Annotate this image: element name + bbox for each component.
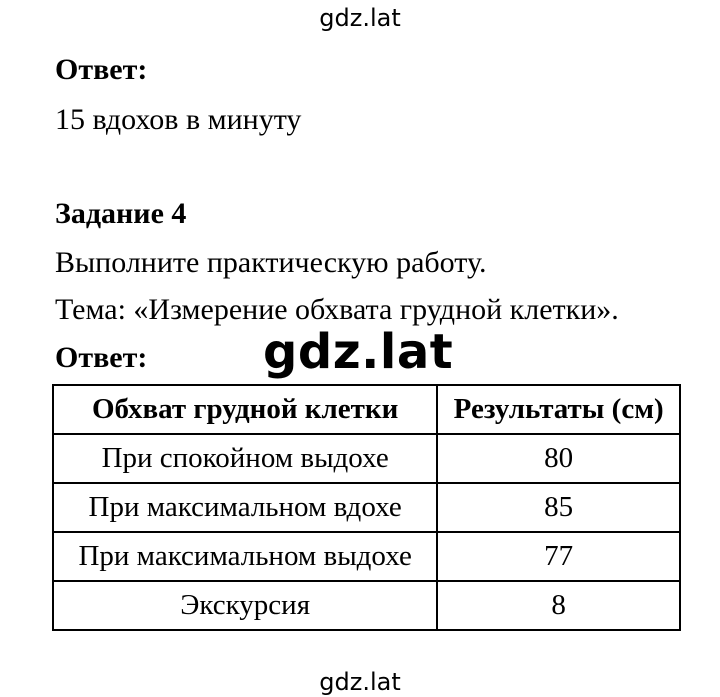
answer-label: Ответ: xyxy=(55,53,148,86)
watermark-top: gdz.lat xyxy=(319,4,401,32)
answer-text: 15 вдохов в минуту xyxy=(55,103,302,136)
table-cell: 85 xyxy=(437,483,680,532)
table-header-cell: Результаты (см) xyxy=(437,385,680,434)
table-cell: 8 xyxy=(437,581,680,630)
watermark-middle: gdz.lat xyxy=(263,324,454,380)
table-cell: При максимальном выдохе xyxy=(53,532,437,581)
table-row xyxy=(53,483,680,532)
table-row xyxy=(53,434,680,483)
table-row xyxy=(53,581,680,630)
table-header-cell: Обхват грудной клетки xyxy=(53,385,437,434)
answer-label-2: Ответ: xyxy=(55,341,148,374)
watermark-bottom: gdz.lat xyxy=(319,668,401,696)
task-title: Задание 4 xyxy=(55,197,187,230)
table-cell: Экскурсия xyxy=(53,581,437,630)
table-row xyxy=(53,532,680,581)
table-header-row xyxy=(53,385,680,434)
table-cell: При спокойном выдохе xyxy=(53,434,437,483)
results-table xyxy=(52,384,681,631)
task-topic: Тема: «Измерение обхвата грудной клетки». xyxy=(55,293,619,326)
table-cell: 80 xyxy=(437,434,680,483)
table-cell: 77 xyxy=(437,532,680,581)
table-cell: При максимальном вдохе xyxy=(53,483,437,532)
task-instruction: Выполните практическую работу. xyxy=(55,246,487,279)
